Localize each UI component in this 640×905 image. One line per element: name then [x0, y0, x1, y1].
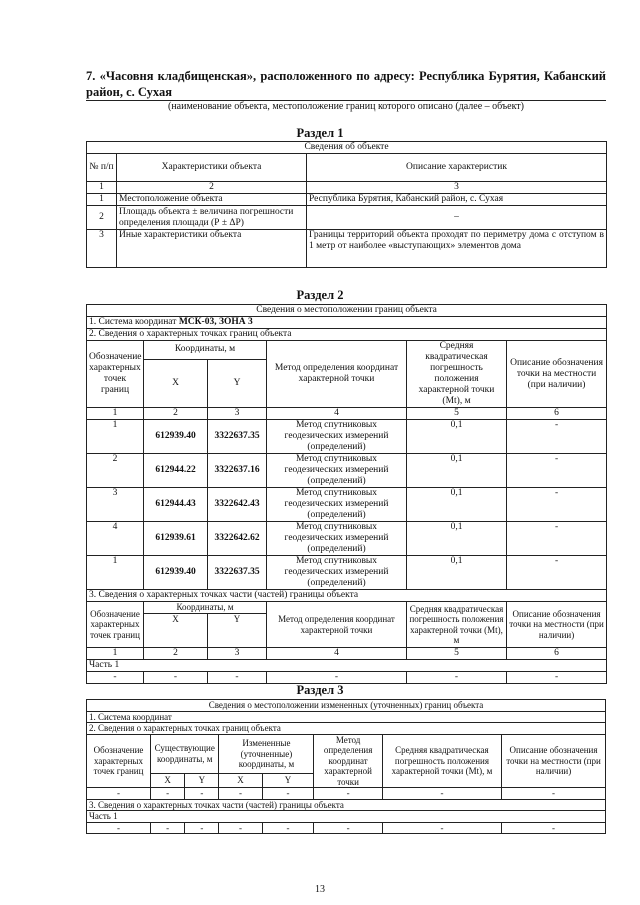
empty-cell: - [151, 788, 185, 800]
point-description: - [507, 522, 607, 556]
section-3-heading: Раздел 3 [296, 683, 344, 697]
col-header-y: Y [185, 774, 219, 788]
col-header-characteristics: Характеристики объекта [117, 154, 307, 182]
point-id: 4 [87, 522, 144, 556]
page-number: 13 [315, 884, 325, 895]
col-header-description: Описание обозначения точки на местности (при наличии) [502, 734, 606, 788]
empty-cell: - [382, 822, 501, 834]
point-id: 1 [87, 420, 144, 454]
point-id: 2 [87, 454, 144, 488]
point-mt: 0,1 [407, 454, 507, 488]
point-x: 612939.61 [144, 522, 208, 556]
point-description: - [507, 488, 607, 522]
coord-system-label: 1. Система координат [89, 317, 179, 327]
index-cell: 2 [117, 182, 307, 194]
table-row [87, 488, 607, 522]
col-header-method: Метод определения координат характерной точки [267, 341, 407, 408]
table-row [87, 556, 607, 590]
row-num: 2 [87, 206, 117, 230]
object-title: 7. «Часовня кладбищенская», расположенного по адресу: Республика Бурятия, Кабанский район, с. Сухая [86, 69, 606, 99]
row-characteristic: Местоположение объекта [117, 194, 307, 206]
index-cell: 1 [87, 648, 144, 660]
parts-col-header-point: Обозначение характерных точек границ [87, 602, 144, 648]
empty-cell: - [185, 822, 219, 834]
table-row [87, 672, 607, 684]
col-header-x: X [219, 774, 262, 788]
empty-cell: - [144, 672, 208, 684]
empty-cell: - [267, 672, 407, 684]
parts-heading: 3. Сведения о характерных точках части (частей) границы объекта [87, 799, 606, 811]
point-x: 612939.40 [144, 556, 208, 590]
row-description: Границы территорий объекта проходят по периметру дома с отступом в 1 метр от наиболее «выступающих» элементов дома [307, 230, 607, 268]
section-3-table [86, 699, 606, 834]
col-header-description: Описание характеристик [307, 154, 607, 182]
point-mt: 0,1 [407, 420, 507, 454]
row-characteristic: Иные характеристики объекта [117, 230, 307, 268]
empty-cell: - [262, 822, 314, 834]
empty-cell: - [87, 788, 151, 800]
point-id: 1 [87, 556, 144, 590]
point-y: 3322642.43 [208, 488, 267, 522]
parts-col-header-error: Средняя квадратическая погрешность положения характерной точки (Mt), м [407, 602, 507, 648]
index-cell: 3 [307, 182, 607, 194]
empty-cell: - [151, 822, 185, 834]
index-cell: 6 [507, 408, 607, 420]
index-cell: 2 [144, 648, 208, 660]
point-x: 612944.43 [144, 488, 208, 522]
col-header-y: Y [208, 359, 267, 407]
col-header-existing-coords: Существующие координаты, м [151, 734, 219, 774]
points-heading: 2. Сведения о характерных точках границ объекта [87, 723, 606, 735]
col-header-point: Обозначение характерных точек границ [87, 341, 144, 408]
empty-cell: - [502, 788, 606, 800]
col-header-changed-coords: Измененные (уточненные) координаты, м [219, 734, 314, 774]
point-method: Метод спутниковых геодезических измерений (определений) [267, 454, 407, 488]
table-row [87, 420, 607, 454]
index-cell: 2 [144, 408, 208, 420]
parts-col-header-method: Метод определения координат характерной точки [267, 602, 407, 648]
parts-col-header-coords: Координаты, м [144, 602, 267, 614]
index-cell: 5 [407, 408, 507, 420]
empty-cell: - [314, 822, 382, 834]
parts-col-header-description: Описание обозначения точки на местности (при наличии) [507, 602, 607, 648]
col-header-point-description: Описание обозначения точки на местности (при наличии) [507, 341, 607, 408]
col-header-num: № п/п [87, 154, 117, 182]
index-cell: 3 [208, 648, 267, 660]
index-cell: 3 [208, 408, 267, 420]
empty-cell: - [314, 788, 382, 800]
empty-cell: - [87, 822, 151, 834]
empty-cell: - [185, 788, 219, 800]
empty-cell: - [219, 788, 262, 800]
section-1-table [86, 141, 607, 268]
col-header-x: X [144, 359, 208, 407]
point-x: 612944.22 [144, 454, 208, 488]
section-2-table [86, 304, 607, 684]
row-num: 3 [87, 230, 117, 268]
point-method: Метод спутниковых геодезических измерений (определений) [267, 488, 407, 522]
point-y: 3322637.35 [208, 420, 267, 454]
coord-system-row [87, 317, 607, 329]
empty-cell: - [407, 672, 507, 684]
empty-cell: - [507, 672, 607, 684]
col-header-method: Метод определения координат характерной точки [314, 734, 382, 788]
index-cell: 1 [87, 408, 144, 420]
point-method: Метод спутниковых геодезических измерений (определений) [267, 522, 407, 556]
coord-system-row: 1. Система координат [87, 711, 606, 723]
table-row [87, 822, 606, 834]
parts-heading: 3. Сведения о характерных точках части (частей) границы объекта [87, 590, 607, 602]
point-description: - [507, 454, 607, 488]
section-1-table-title: Сведения об объекте [87, 142, 607, 154]
table-row [87, 522, 607, 556]
section-3-table-title: Сведения о местоположении измененных (уточненных) границ объекта [87, 700, 606, 712]
empty-cell: - [502, 822, 606, 834]
parts-col-header-y: Y [208, 614, 267, 648]
section-2-table-title: Сведения о местоположении границ объекта [87, 305, 607, 317]
point-description: - [507, 420, 607, 454]
point-method: Метод спутниковых геодезических измерений (определений) [267, 556, 407, 590]
col-header-coords: Координаты, м [144, 341, 267, 360]
section-1-heading: Раздел 1 [296, 126, 344, 140]
col-header-y: Y [262, 774, 314, 788]
part-label: Часть 1 [87, 811, 606, 823]
parts-col-header-x: X [144, 614, 208, 648]
table-row [87, 454, 607, 488]
section-2-heading: Раздел 2 [296, 288, 344, 302]
empty-cell: - [87, 672, 144, 684]
point-id: 3 [87, 488, 144, 522]
col-header-x: X [151, 774, 185, 788]
point-mt: 0,1 [407, 522, 507, 556]
row-characteristic: Площадь объекта ± величина погрешности определения площади (Р ± ΔР) [117, 206, 307, 230]
index-cell: 5 [407, 648, 507, 660]
point-y: 3322637.35 [208, 556, 267, 590]
point-y: 3322642.62 [208, 522, 267, 556]
point-y: 3322637.16 [208, 454, 267, 488]
index-cell: 4 [267, 648, 407, 660]
empty-cell: - [262, 788, 314, 800]
empty-cell: - [382, 788, 501, 800]
point-method: Метод спутниковых геодезических измерений (определений) [267, 420, 407, 454]
index-cell: 6 [507, 648, 607, 660]
col-header-error: Средняя квадратическая погрешность положения характерной точки (Mt), м [382, 734, 501, 788]
col-header-error: Средняя квадратическая погрешность положения характерной точки (Mt), м [407, 341, 507, 408]
coord-system-value: МСК-03, ЗОНА 3 [178, 317, 253, 327]
row-num: 1 [87, 194, 117, 206]
object-subtitle: (наименование объекта, местоположение границ которого описано (далее – объект) [167, 101, 525, 112]
point-mt: 0,1 [407, 488, 507, 522]
index-cell: 4 [267, 408, 407, 420]
row-description: – [307, 206, 607, 230]
row-description: Республика Бурятия, Кабанский район, с. Сухая [307, 194, 607, 206]
table-row [87, 788, 606, 800]
points-heading: 2. Сведения о характерных точках границ объекта [87, 329, 607, 341]
empty-cell: - [219, 822, 262, 834]
point-description: - [507, 556, 607, 590]
index-cell: 1 [87, 182, 117, 194]
empty-cell: - [208, 672, 267, 684]
point-x: 612939.40 [144, 420, 208, 454]
col-header-point: Обозначение характерных точек границ [87, 734, 151, 788]
point-mt: 0,1 [407, 556, 507, 590]
part-label: Часть 1 [87, 660, 607, 672]
